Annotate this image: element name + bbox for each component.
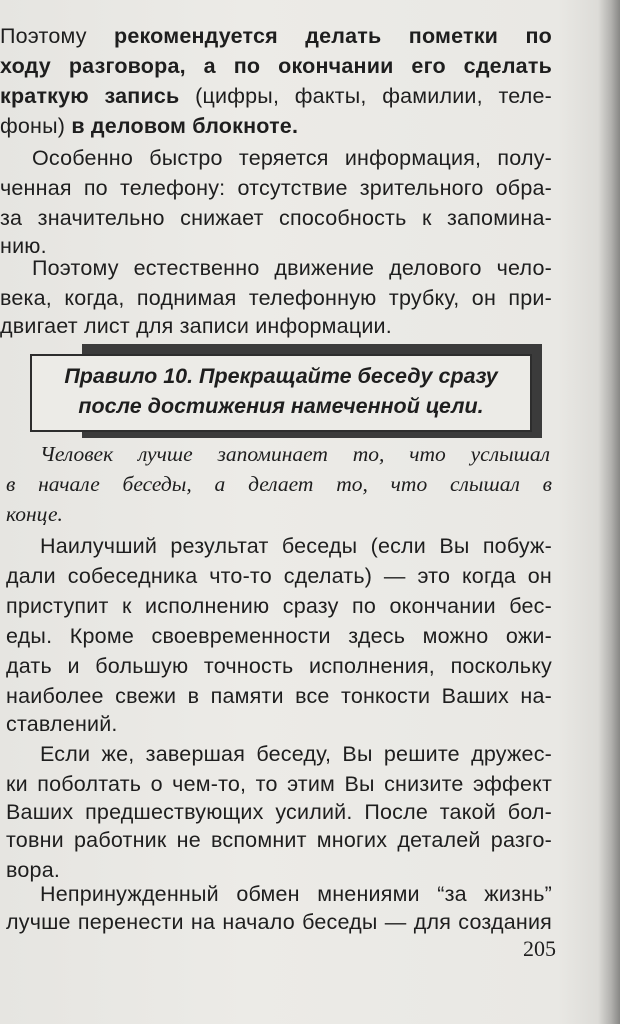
italic-line-3: конце. bbox=[6, 502, 63, 526]
p5-line-5: вора. bbox=[6, 858, 61, 882]
p4-line-1: Наилучший результат беседы (если Вы побуж- bbox=[40, 534, 552, 558]
p5-line-1: Если же, завершая беседу, Вы решите дружес- bbox=[40, 742, 552, 766]
p2-line-2: ченная по телефону: отсутствие зрительного обра- bbox=[0, 176, 552, 200]
bold-text: краткую запись bbox=[0, 84, 180, 108]
p1-line-2: ходу разговора, а по окончании его сделать bbox=[0, 54, 552, 78]
page-number: 205 bbox=[523, 936, 556, 961]
rule-box bbox=[30, 354, 532, 432]
p4-line-4: еды. Кроме своевременности здесь можно ожи- bbox=[6, 624, 552, 648]
p1-line-1 bbox=[0, 22, 552, 50]
bold-text: в деловом блокноте. bbox=[71, 114, 299, 138]
p4-line-5: дать и большую точность исполнения, поскольку bbox=[6, 654, 552, 678]
p6-line-2: лучше перенести на начало беседы — для создания bbox=[6, 910, 552, 934]
p5-line-2: ки поболтать о чем-то, то этим Вы снизите эффект bbox=[6, 772, 552, 796]
p6-line-1: Непринужденный обмен мнениями “за жизнь” bbox=[40, 882, 552, 906]
text: фоны) bbox=[0, 114, 72, 138]
p4-line-6: наиболее свежи в памяти все тонкости Ваших на- bbox=[6, 684, 552, 708]
p1-line-3 bbox=[0, 82, 552, 110]
rule-title: Правило 10. Прекращайте беседу сразу bbox=[64, 364, 498, 388]
p2-line-1: Особенно быстро теряется информация, полу- bbox=[32, 146, 552, 170]
p3-line-1: Поэтому естественно движение делового чело- bbox=[32, 256, 552, 280]
p2-line-4: нию. bbox=[0, 234, 47, 258]
italic-line-1: Человек лучше запоминает то, что услышал bbox=[40, 442, 550, 466]
p1-line-4 bbox=[0, 112, 552, 140]
text: (цифры, факты, фамилии, теле- bbox=[179, 84, 552, 108]
text: Поэтому bbox=[0, 24, 115, 48]
p4-line-7: ставлений. bbox=[6, 712, 118, 736]
p2-line-3: за значительно снижает способность к запомина- bbox=[0, 206, 552, 230]
p4-line-2: дали собеседника что-то сделать) — это когда он bbox=[6, 564, 552, 588]
italic-line-2: в начале беседы, а делает то, что слышал в bbox=[6, 472, 552, 496]
p3-line-3: двигает лист для записи информации. bbox=[0, 314, 392, 338]
p5-line-3: Ваших предшествующих усилий. После такой бол- bbox=[6, 800, 552, 824]
p5-line-4: товни работник не вспомнит многих деталей разго- bbox=[6, 828, 552, 852]
rule-subtitle: после достижения намеченной цели. bbox=[78, 394, 484, 418]
p4-line-3: приступит к исполнению сразу по окончании бес- bbox=[6, 594, 552, 618]
bold-text: рекомендуется делать пометки по bbox=[114, 24, 552, 48]
page-edge-shadow bbox=[598, 0, 620, 1024]
p3-line-2: века, когда, поднимая телефонную трубку, он при- bbox=[0, 286, 552, 310]
